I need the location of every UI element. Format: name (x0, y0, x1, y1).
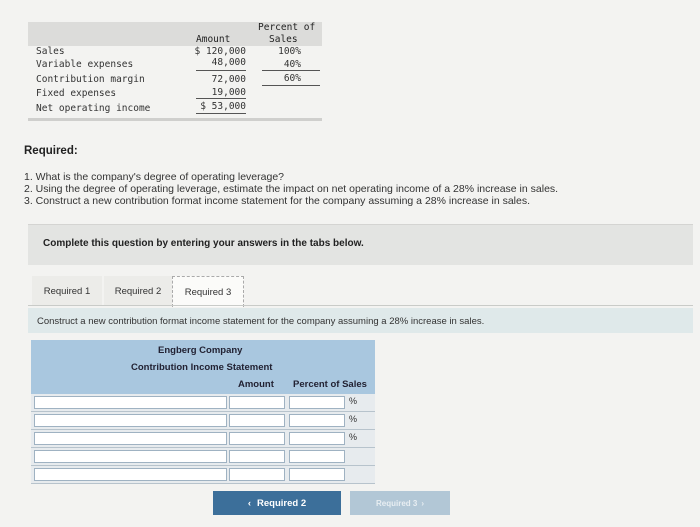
row-label-fixed-expenses: Fixed expenses (36, 88, 117, 99)
table-row (31, 466, 375, 484)
required-item-3: 3. Construct a new contribution format income statement for the company assuming a 28% increase in sales. (24, 195, 530, 207)
instruction-text: Complete this question by entering your answers in the tabs below. (43, 238, 364, 249)
percent-input[interactable] (289, 396, 345, 409)
amount-net-operating-income: $ 53,000 (200, 101, 246, 112)
percent-input[interactable] (289, 468, 345, 481)
header-percent: Percent of (258, 22, 316, 33)
table-row (31, 412, 375, 430)
company-name: Engberg Company (158, 345, 243, 356)
percent-sign: % (349, 432, 358, 442)
amount-double-underline (196, 113, 246, 114)
amount-input[interactable] (229, 468, 285, 481)
percent-contribution-margin: 60% (283, 73, 301, 84)
next-button-label: Required 3 (375, 498, 418, 508)
amount-sales: $ 120,000 (194, 46, 246, 57)
previous-required-button[interactable] (213, 491, 341, 515)
chevron-left-icon: ‹ (247, 497, 252, 509)
amount-input[interactable] (229, 432, 285, 445)
column-header-percent: Percent of Sales (293, 379, 367, 390)
label-input[interactable] (34, 450, 227, 463)
table-row (31, 430, 375, 448)
percent-input[interactable] (289, 414, 345, 427)
percent-variable-expenses: 40% (283, 59, 301, 70)
percent-double-underline (262, 85, 320, 86)
percent-underline (262, 70, 320, 71)
tab-required-2[interactable]: Required 2 (104, 276, 172, 306)
tab-divider (28, 305, 693, 306)
label-input[interactable] (34, 396, 227, 409)
label-input[interactable] (34, 468, 227, 481)
percent-sign: % (349, 414, 358, 424)
amount-underline (196, 70, 246, 71)
previous-button-label: Required 2 (257, 497, 307, 509)
table-row (31, 394, 375, 412)
header-percent-sales: Sales (269, 34, 298, 45)
amount-contribution-margin: 72,000 (211, 74, 246, 85)
amount-input[interactable] (229, 450, 285, 463)
statement-title: Contribution Income Statement (131, 362, 273, 373)
label-input[interactable] (34, 414, 227, 427)
amount-input[interactable] (229, 414, 285, 427)
header-amount: Amount (196, 34, 231, 45)
percent-input[interactable] (289, 450, 345, 463)
row-label-sales: Sales (36, 46, 65, 57)
percent-sales: 100% (278, 46, 301, 57)
required-title: Required: (24, 145, 78, 157)
amount-fixed-expenses: 19,000 (211, 87, 246, 98)
tab-required-3[interactable]: Required 3 (172, 276, 244, 307)
amount-variable-expenses: 48,000 (211, 57, 246, 68)
column-header-amount: Amount (238, 379, 274, 390)
label-input[interactable] (34, 432, 227, 445)
tab-required-1[interactable]: Required 1 (32, 276, 102, 306)
percent-sign: % (349, 396, 358, 406)
income-table-bottom-bar (28, 118, 322, 121)
amount-underline (196, 98, 246, 99)
row-label-variable-expenses: Variable expenses (36, 59, 134, 70)
next-required-button[interactable] (350, 491, 450, 515)
row-label-net-operating-income: Net operating income (36, 103, 151, 114)
percent-input[interactable] (289, 432, 345, 445)
required-item-1: 1. What is the company's degree of operating leverage? (24, 171, 284, 183)
chevron-right-icon: › (421, 498, 424, 508)
amount-input[interactable] (229, 396, 285, 409)
table-row (31, 448, 375, 466)
required-item-2: 2. Using the degree of operating leverage, estimate the impact on net operating income of a 28% increase in sales. (24, 183, 559, 195)
answer-table (31, 394, 375, 484)
row-label-contribution-margin: Contribution margin (36, 74, 145, 85)
prompt-text: Construct a new contribution format income statement for the company assuming a 28% increase in sales. (37, 316, 485, 327)
